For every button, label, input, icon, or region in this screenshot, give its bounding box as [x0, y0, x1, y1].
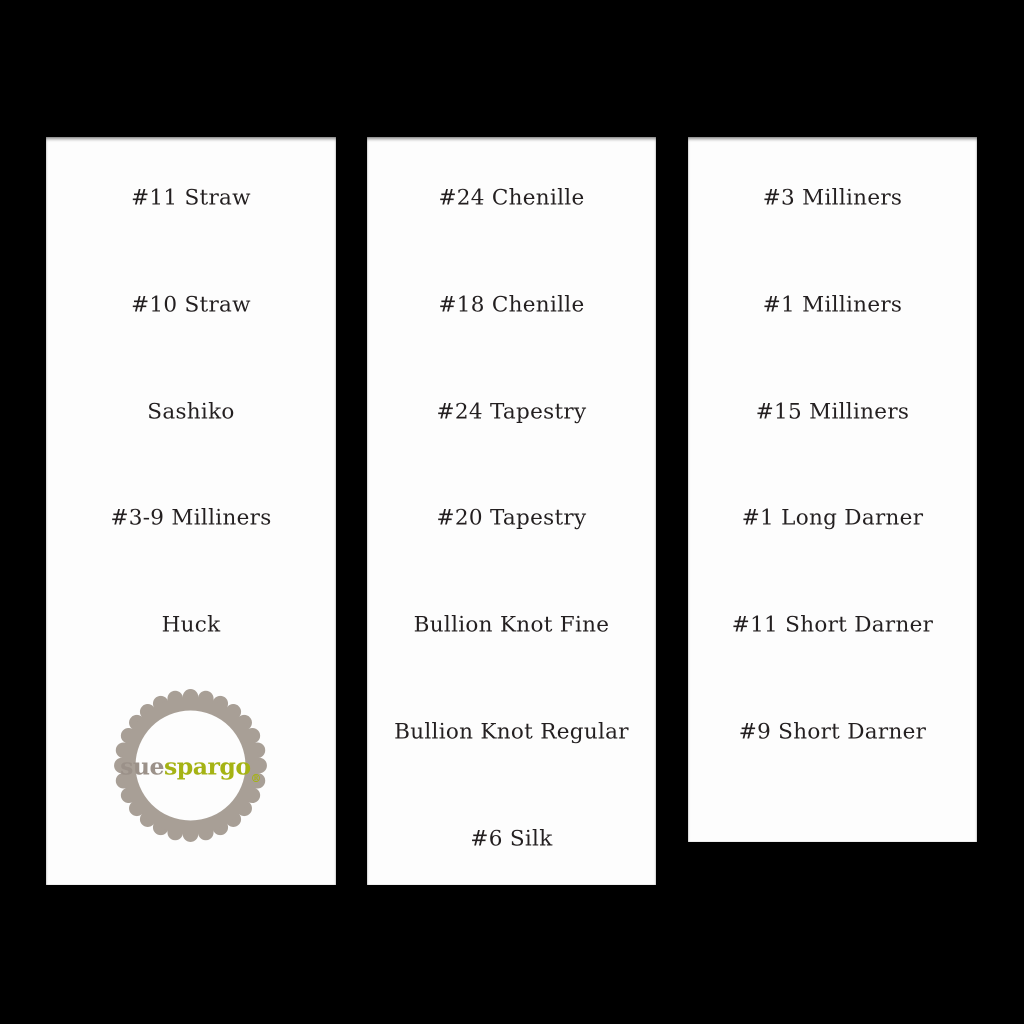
logo-text-sue: sue	[120, 752, 164, 781]
registered-trademark-icon: ®	[250, 772, 261, 786]
needle-item: #24 Tapestry	[436, 399, 587, 424]
needle-item: #6 Silk	[470, 826, 553, 851]
needle-item: Bullion Knot Fine	[413, 612, 610, 638]
needle-item: #15 Milliners	[755, 399, 910, 424]
needle-item: #3 Milliners	[762, 185, 903, 211]
needle-card-left	[46, 137, 336, 885]
needle-item: #18 Chenille	[438, 292, 585, 318]
needle-card-middle	[367, 137, 656, 885]
needle-item: #10 Straw	[131, 292, 251, 318]
needle-item: Bullion Knot Regular	[394, 719, 629, 745]
needle-item: #11 Straw	[131, 185, 251, 211]
logo-text-spargo: spargo	[163, 752, 251, 781]
needle-item: #1 Long Darner	[741, 505, 924, 531]
needle-card-right	[688, 137, 977, 842]
needle-item: #20 Tapestry	[436, 505, 587, 531]
suespargo-logo	[112, 687, 269, 844]
logo-wordmark	[120, 752, 261, 785]
needle-item: Huck	[161, 612, 221, 638]
needle-item: #11 Short Darner	[731, 612, 934, 638]
needle-item: #3-9 Milliners	[110, 505, 272, 531]
needle-item: #24 Chenille	[438, 185, 585, 211]
needle-item: #9 Short Darner	[738, 719, 927, 745]
needle-item: #1 Milliners	[762, 292, 903, 318]
needle-item: Sashiko	[147, 399, 235, 424]
